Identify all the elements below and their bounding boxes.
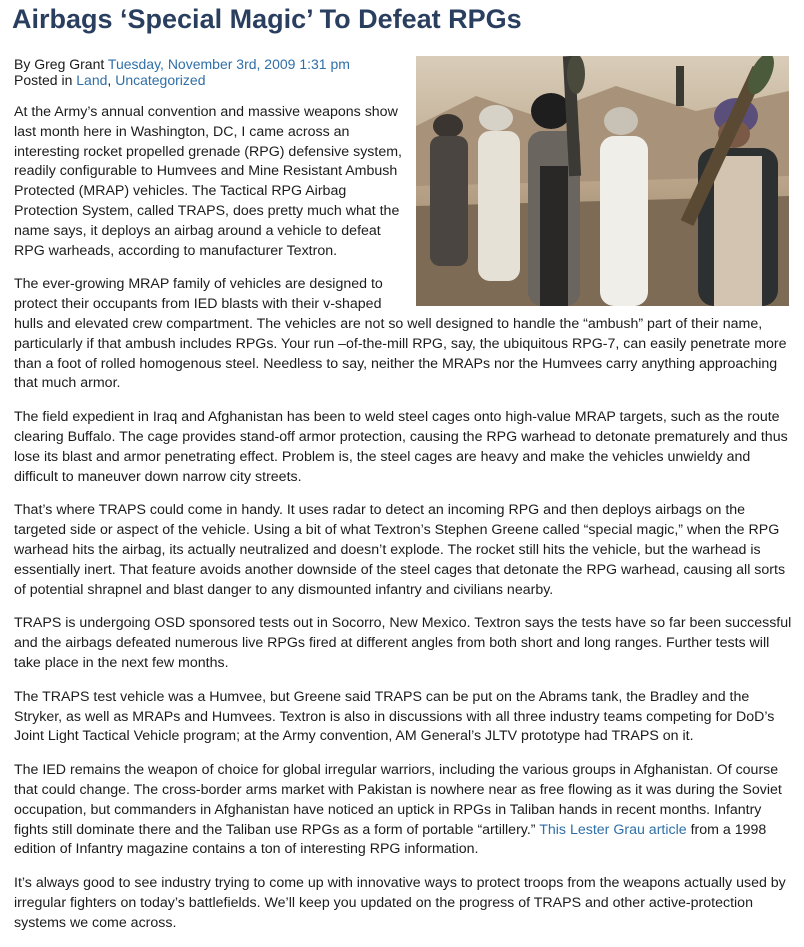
paragraph-8: It’s always good to see industry trying to come up with innovative ways to protect troops from the weapons actually used by irregular fighters on today’s battlefields. We’ll keep you updated on the progress of TRAPS and other active-protection systems we come across. [14,875,786,931]
paragraph-7 [14,761,794,860]
category-separator: , [107,72,112,88]
paragraph-4: That’s where TRAPS could come in handy. It uses radar to detect an incoming RPG and then deploys airbags on the targeted side or aspect of the vehicle. Using a bit of what Textron’s Stephen Greene called “special magic,” when the RPG warhead hits the airbag, its actually neutralized and doesn’t explode. The rocket still hits the vehicle, but the warhead is essentially inert. That feature avoids another downside of the steel cages that detonate the RPG warhead, causing all sorts of potential shrapnel and blast danger to any dismounted infantry and civilians nearby. [14,502,786,598]
paragraph-6: The TRAPS test vehicle was a Humvee, but Greene said TRAPS can be put on the Abrams tank, the Bradley and the Stryker, as well as MRAPs and Humvees. Textron is also in discussions with all three industry teams competing for DoD’s Joint Light Tactical Vehicle program; at the Army convention, AM General’s JLTV prototype had TRAPS on it. [14,688,775,745]
paragraph-3: The field expedient in Iraq and Afghanistan has been to weld steel cages onto high-value MRAP targets, such as the route clearing Buffalo. The cage provides stand-off armor protection, causing the RPG warhead to detonate prematurely and thus lose its blast and armor penetrating effect. Problem is, the steel cages are heavy and make the vehicles unwieldy and difficult to maneuver down narrow city streets. [14,409,788,485]
category-link-uncategorized[interactable]: Uncategorized [115,72,206,88]
lester-grau-article-link[interactable]: This Lester Grau article [539,821,687,838]
article-body [14,103,794,947]
paragraph-7-tail: from a 1998 edition of Infantry magazine contains a ton of interesting RPG information. [14,821,767,858]
posted-in-label: Posted in [14,72,73,88]
paragraph-2 [14,275,794,394]
paragraph-2-full: hulls and elevated crew compartment. The vehicles are not so well designed to handle the “ambush” part of their name, particularly if that ambush includes RPGs. Your run –of-the-mill RPG, say, the ubiquitous RPG-7, can easily penetrate more than a foot of rolled homogenous steel. Needless to say, neither the MRAPs nor the Humvees carry anything approaching that much armor. [14,315,787,392]
post-date-link[interactable]: Tuesday, November 3rd, 2009 1:31 pm [107,56,350,72]
categories [14,72,350,88]
article-title: Airbags ‘Special Magic’ To Defeat RPGs [12,4,522,34]
author: By Greg Grant [14,56,105,72]
byline [14,56,350,72]
paragraph-1: At the Army’s annual convention and massive weapons show last month here in Washington, DC, I came across an interesting rocket propelled grenade (RPG) defensive system, readily configurable to Humvees and Mine Resistant Ambush Protected (MRAP) vehicles. The Tactical RPG Airbag Protection System, called TRAPS, does pretty much what the name says, it deploys an airbag around a vehicle to defeat RPG warheads, according to manufacturer Textron. [14,104,402,259]
paragraph-5: TRAPS is undergoing OSD sponsored tests out in Socorro, New Mexico. Textron says the tests have so far been successful and the airbags defeated numerous live RPGs fired at different angles from both short and long ranges. Further tests will take place in the next few months. [14,615,792,671]
article-meta [14,56,350,88]
category-link-land[interactable]: Land [76,72,108,88]
paragraph-7-text: The IED remains the weapon of choice for global irregular warriors, including the various groups in Afghanistan. Of course that could change. The cross-border arms market with Pakistan is nowhere near as free flowing as it was during the Soviet occupation, but commanders in Afghanistan have noticed an uptick in RPGs in Taliban hands in recent months. Infantry fights still dominate there and the Taliban use RPGs as a form of portable “artillery.” [14,762,782,838]
paragraph-2-wrapped: The ever-growing MRAP family of vehicles are designed to protect their occupants from IED blasts with their v-shaped [14,276,383,313]
